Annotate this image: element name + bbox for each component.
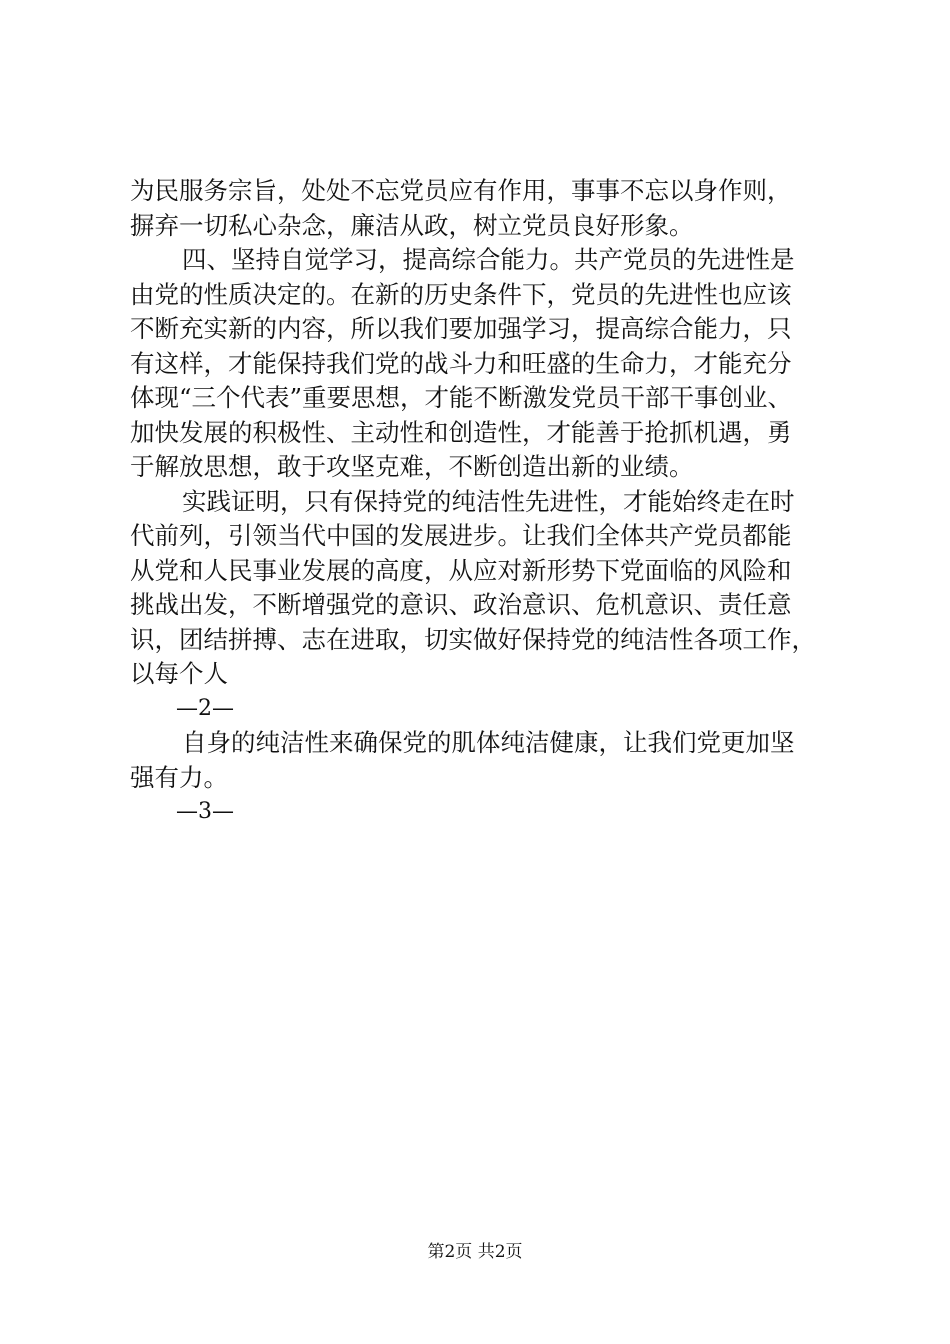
document-body: [130, 174, 830, 830]
text-line: 体现“三个代表”重要思想，才能不断激发党员干部干事创业、: [130, 383, 793, 412]
text-line: 不断充实新的内容，所以我们要加强学习，提高综合能力，只: [130, 314, 792, 343]
paragraph-start-line: 四、坚持自觉学习，提高综合能力。共产党员的先进性是: [182, 245, 795, 274]
paragraph-start-line: 实践证明，只有保持党的纯洁性先进性，才能始终走在时: [182, 486, 795, 516]
text-line: 从党和人民事业发展的高度，从应对新形势下党面临的风险和: [130, 555, 792, 585]
text-line: 有这样，才能保持我们党的战斗力和旺盛的生命力，才能充分: [130, 348, 792, 378]
text-line: 于解放思想，敢于攻坚克难，不断创造出新的业绩。: [130, 452, 694, 481]
text-line: 为民服务宗旨，处处不忘党员应有作用，事事不忘以身作则，: [130, 176, 792, 205]
text-line: 由党的性质决定的。在新的历史条件下，党员的先进性也应该: [130, 279, 792, 309]
text-line: 以每个人: [130, 659, 228, 688]
inline-page-number: —2—: [176, 695, 234, 721]
text-line: 加快发展的积极性、主动性和创造性，才能善于抢抓机遇，勇: [130, 417, 792, 447]
page-footer: 第2页 共2页: [427, 1242, 523, 1262]
paragraph-start-line: 自身的纯洁性来确保党的肌体纯洁健康，让我们党更加坚: [182, 728, 795, 757]
text-line: 识，团结拼搏、志在进取，切实做好保持党的纯洁性各项工作，: [130, 624, 816, 654]
text-line: 挑战出发，不断增强党的意识、政治意识、危机意识、责任意: [130, 590, 792, 619]
text-line: 代前列，引领当代中国的发展进步。让我们全体共产党员都能: [130, 521, 792, 550]
inline-page-number: —3—: [176, 799, 234, 824]
text-line: 摒弃一切私心杂念，廉洁从政，树立党员良好形象。: [130, 210, 694, 240]
text-line: 强有力。: [130, 762, 228, 792]
